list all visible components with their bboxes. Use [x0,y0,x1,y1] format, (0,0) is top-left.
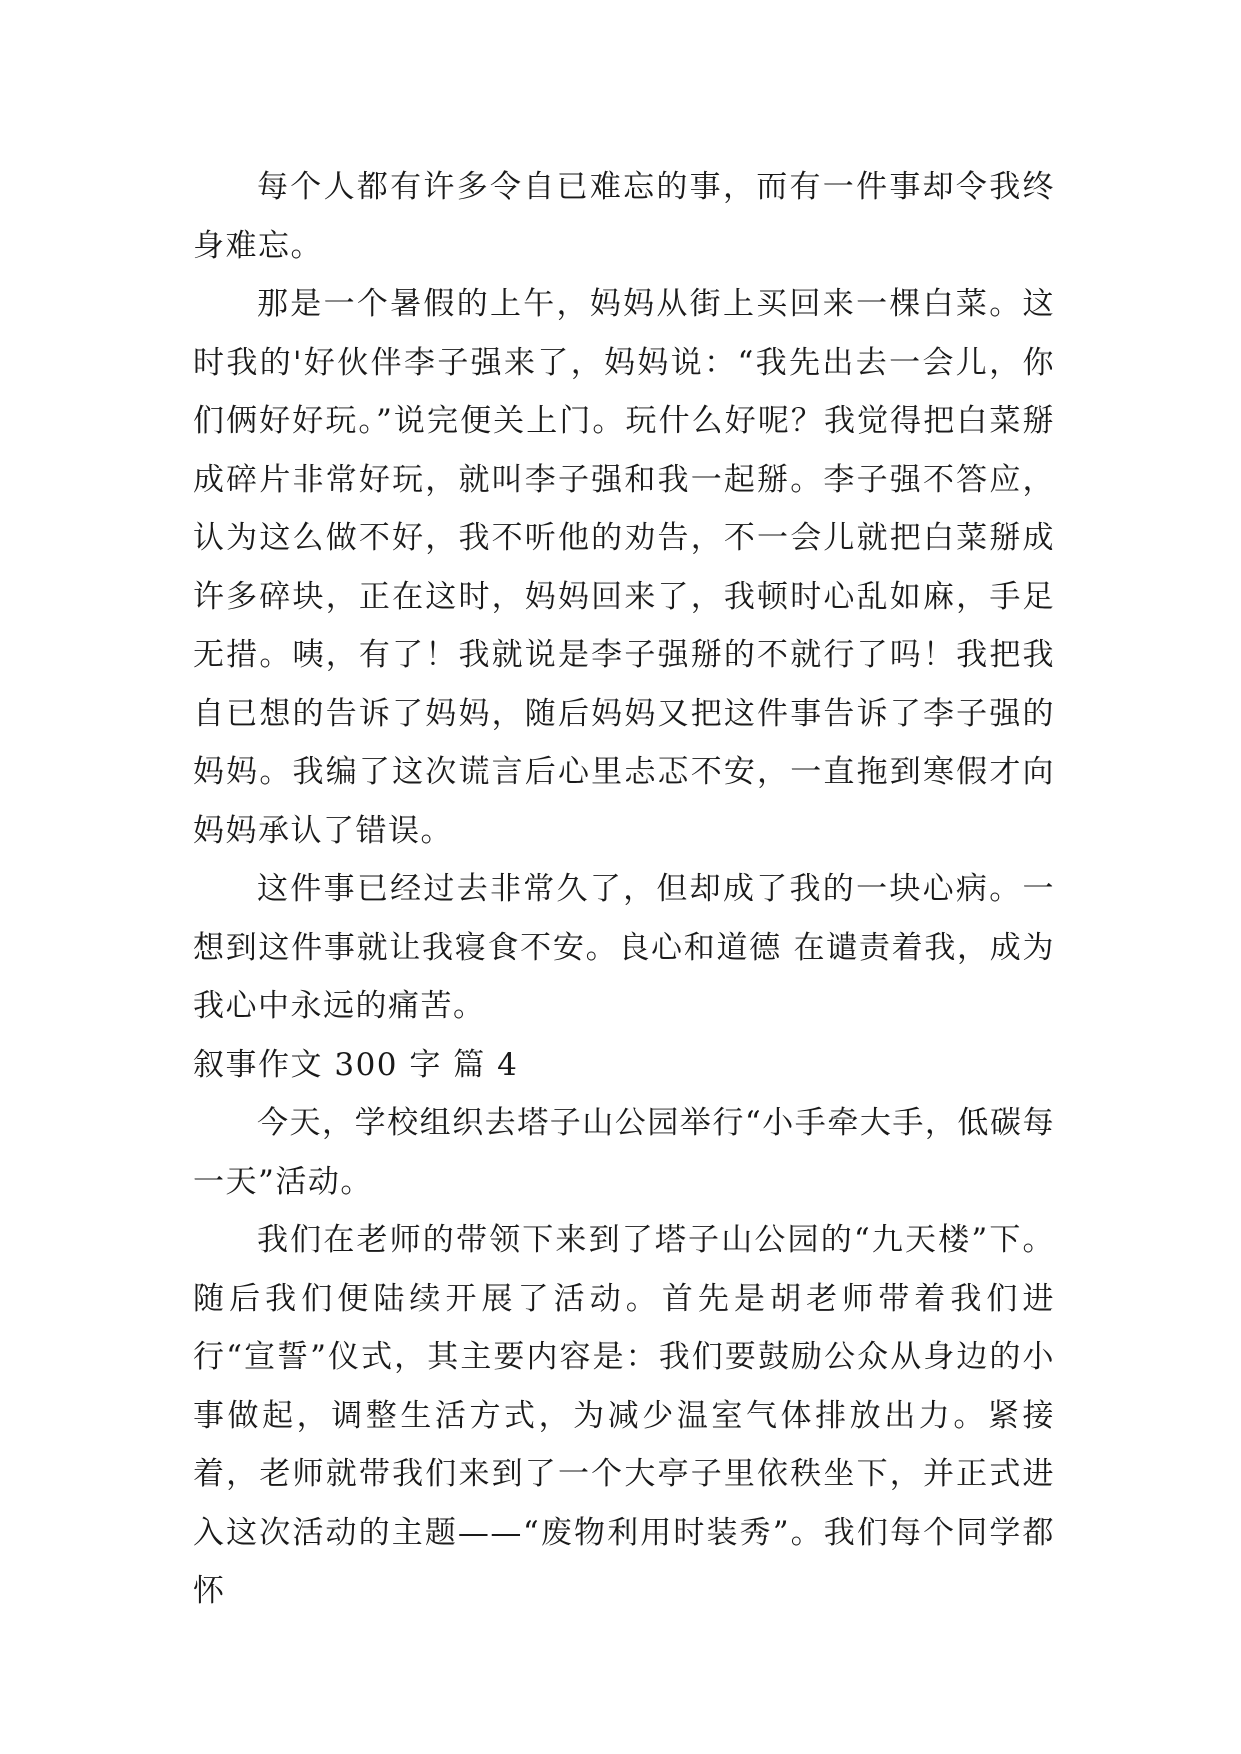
section-heading: 叙事作文 300 字 篇 4 [193,1046,519,1083]
paragraph-5: 我们在老师的带领下来到了塔子山公园的“九天楼”下。随后我们便陆续开展了活动。首先是胡老师带着我们进行“宣誓”仪式，其主要内容是：我们要鼓励公众从身边的小事做起，调整生活方式，为减少温室气体排放出力。紧接着，老师就带我们来到了一个大亭子里依秩坐下，并正式进入这次活动的主题——“废物利用时装秀”。我们每个同学都怀 [193,1222,1055,1609]
paragraph-4: 今天，学校组织去塔子山公园举行“小手牵大手，低碳每一天”活动。 [193,1105,1055,1200]
paragraph-3: 这件事已经过去非常久了，但却成了我的一块心病。一想到这件事就让我寝食不安。良心和道德 在谴责着我，成为我心中永远的痛苦。 [193,871,1055,1024]
document-body [193,158,1055,1621]
paragraph-1: 每个人都有许多令自已难忘的事，而有一件事却令我终身难忘。 [193,169,1055,264]
paragraph-2: 那是一个暑假的上午，妈妈从街上买回来一棵白菜。这时我的'好伙伴李子强来了，妈妈说：“我先出去一会儿，你们俩好好玩。”说完便关上门。玩什么好呢？我觉得把白菜掰成碎片非常好玩，就叫李子强和我一起掰。李子强不答应，认为这么做不好，我不听他的劝告，不一会儿就把白菜掰成许多碎块，正在这时，妈妈回来了，我顿时心乱如麻，手足无措。咦，有了！我就说是李子强掰的不就行了吗！我把我自已想的告诉了妈妈，随后妈妈又把这件事告诉了李子强的妈妈。我编了这次谎言后心里忐忑不安，一直拖到寒假才向妈妈承认了错误。 [193,286,1055,849]
